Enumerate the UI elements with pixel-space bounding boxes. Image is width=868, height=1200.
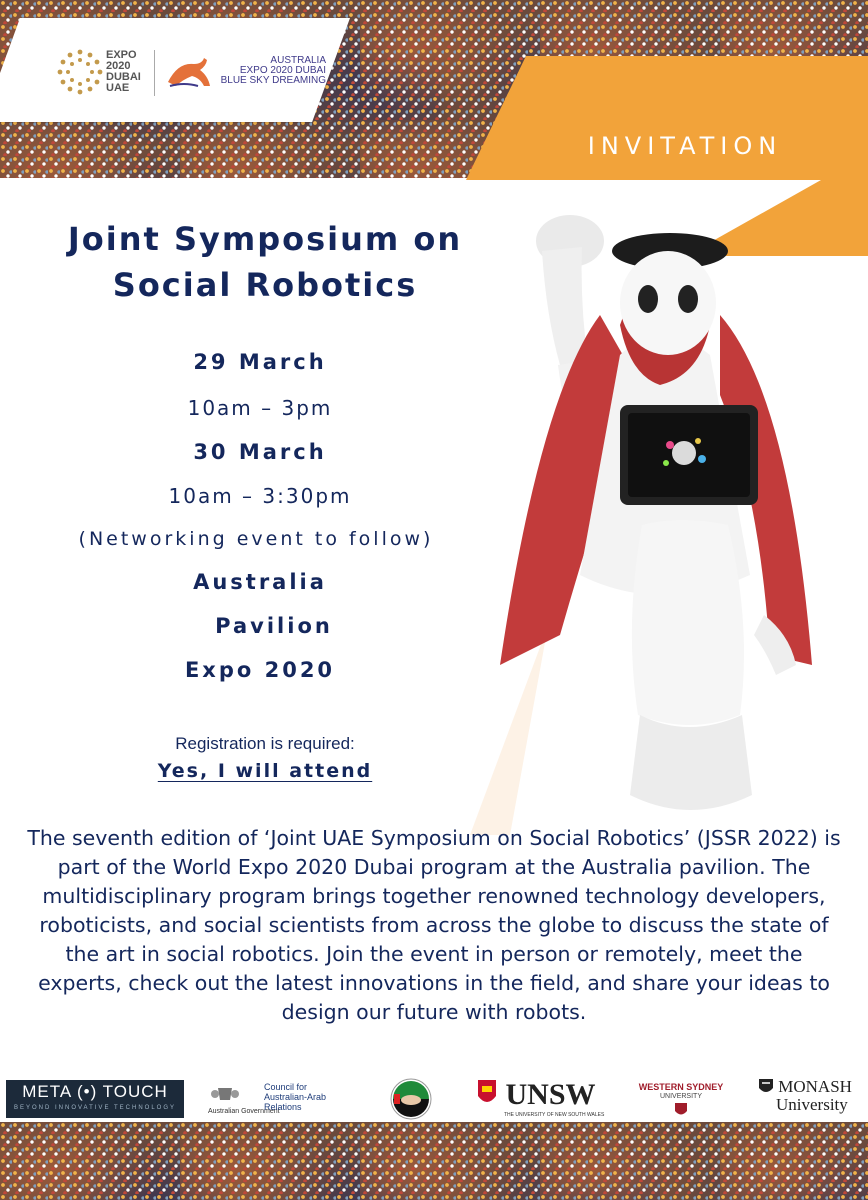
pepper-robot-photo	[470, 195, 868, 835]
attend-registration-link[interactable]: Yes, I will attend	[157, 760, 373, 782]
day1-date: 29 March	[193, 350, 327, 374]
expo-2020-ring-icon	[56, 48, 104, 96]
invitation-label: INVITATION	[587, 132, 783, 160]
uae-australia-handshake-emblem-icon	[390, 1078, 432, 1120]
meta-touch-logo: META (•) TOUCH BEYOND INNOVATIVE TECHNOLOGY	[6, 1080, 184, 1118]
registration-label: Registration is required:	[175, 734, 355, 753]
venue-line-3: Expo 2020	[184, 658, 336, 682]
venue-line-2: Pavilion	[215, 614, 333, 638]
monash-university-logo: MONASH University	[758, 1078, 852, 1113]
western-sydney-university-logo: WESTERN SYDNEY UNIVERSITY	[636, 1082, 726, 1120]
coat-of-arms-icon	[208, 1084, 242, 1106]
aboriginal-art-footer	[0, 1122, 868, 1200]
event-description: The seventh edition of ‘Joint UAE Symposium on Social Robotics’ (JSSR 2022) is part of the World Expo 2020 Dubai program at the Australia pavilion. The multidisciplinary program brings together renowned technology developers, roboticists, and social scientists from across the globe to discuss the state of the art in social robotics. Join the event in person or remotely, meet the experts, check out the latest innovations in the field, and share your ideas to design our future with robots.	[27, 826, 841, 1024]
event-title: Joint Symposium on Social Robotics	[67, 220, 463, 304]
australia-pavilion-logo-text: AUSTRALIA EXPO 2020 DUBAI BLUE SKY DREAMING	[220, 55, 326, 86]
networking-note: (Networking event to follow)	[78, 528, 434, 550]
day1-time: 10am – 3pm	[187, 396, 333, 420]
caar-logo: Council for Australian-Arab Relations	[264, 1082, 327, 1112]
day2-date: 30 March	[193, 440, 327, 464]
unsw-logo: UNSW THE UNIVERSITY OF NEW SOUTH WALES	[476, 1078, 596, 1112]
day2-time: 10am – 3:30pm	[168, 484, 352, 508]
unsw-crest-icon	[476, 1078, 498, 1108]
venue-line-1: Australia	[193, 570, 327, 594]
expo-2020-logo-text: EXPO 2020 DUBAI UAE	[106, 49, 141, 94]
wsu-shield-icon	[674, 1102, 688, 1118]
logo-divider	[154, 50, 155, 96]
sponsor-logos-strip	[0, 1076, 868, 1122]
australian-government-logo: Australian Government	[208, 1084, 280, 1115]
monash-crest-icon	[758, 1078, 774, 1096]
header-logos	[56, 46, 356, 106]
